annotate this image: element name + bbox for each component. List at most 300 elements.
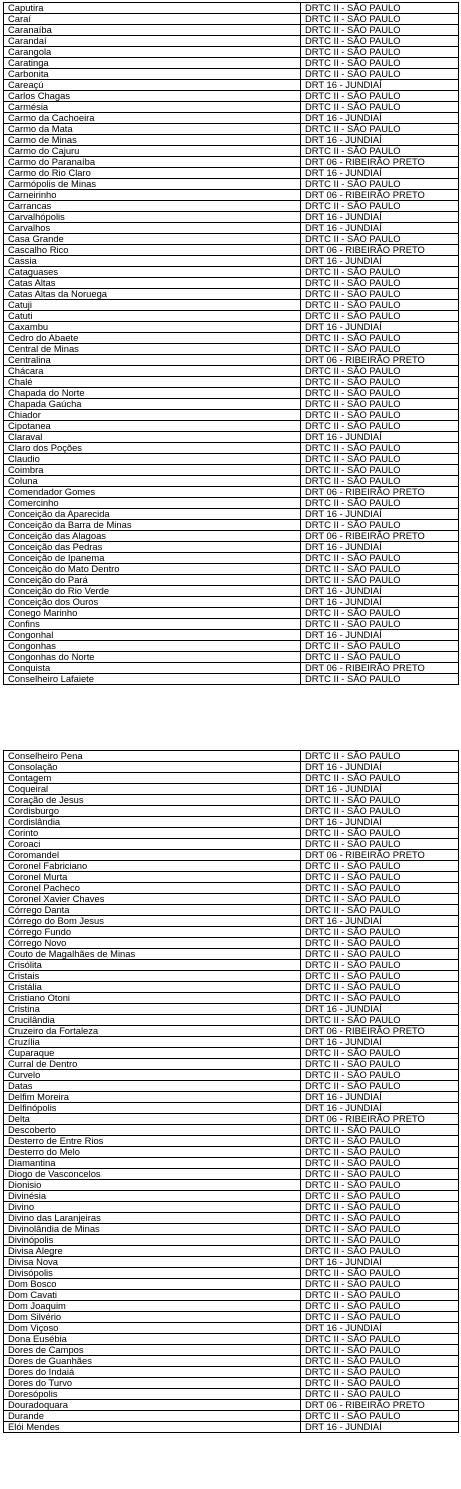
regional-office-cell: DRTC II - SÃO PAULO bbox=[301, 1312, 459, 1323]
regional-office-cell: DRT 16 - JUNDIAÍ bbox=[301, 586, 459, 597]
municipality-cell: Doresópolis bbox=[4, 1389, 301, 1400]
municipality-cell: Conceição das Pedras bbox=[4, 542, 301, 553]
table-row bbox=[4, 212, 459, 223]
municipality-cell: Coronel Fabriciano bbox=[4, 861, 301, 872]
table-row bbox=[4, 861, 459, 872]
table-row bbox=[4, 916, 459, 927]
regional-office-cell: DRTC II - SÃO PAULO bbox=[301, 388, 459, 399]
table-row bbox=[4, 663, 459, 674]
municipality-cell: Contagem bbox=[4, 773, 301, 784]
municipality-table-2 bbox=[3, 750, 459, 1433]
regional-office-cell: DRTC II - SÃO PAULO bbox=[301, 344, 459, 355]
regional-office-cell: DRTC II - SÃO PAULO bbox=[301, 1378, 459, 1389]
table-row bbox=[4, 1015, 459, 1026]
table-row bbox=[4, 322, 459, 333]
municipality-table-1 bbox=[3, 2, 459, 685]
regional-office-cell: DRTC II - SÃO PAULO bbox=[301, 1224, 459, 1235]
regional-office-cell: DRT 16 - JUNDIAÍ bbox=[301, 113, 459, 124]
table-row bbox=[4, 1070, 459, 1081]
municipality-cell: Carangola bbox=[4, 47, 301, 58]
municipality-cell: Conceição da Aparecida bbox=[4, 509, 301, 520]
table-row bbox=[4, 894, 459, 905]
municipality-cell: Cipotanea bbox=[4, 421, 301, 432]
table-row bbox=[4, 597, 459, 608]
municipality-cell: Douradoquara bbox=[4, 1400, 301, 1411]
table-row bbox=[4, 25, 459, 36]
regional-office-cell: DRTC II - SÃO PAULO bbox=[301, 69, 459, 80]
municipality-cell: Conceição da Barra de Minas bbox=[4, 520, 301, 531]
municipality-cell: Carrancas bbox=[4, 201, 301, 212]
municipality-cell: Carvalhos bbox=[4, 223, 301, 234]
regional-office-cell: DRTC II - SÃO PAULO bbox=[301, 234, 459, 245]
regional-office-cell: DRT 16 - JUNDIAÍ bbox=[301, 212, 459, 223]
table-row bbox=[4, 762, 459, 773]
regional-office-cell: DRTC II - SÃO PAULO bbox=[301, 201, 459, 212]
municipality-cell: Conselheiro Lafaiete bbox=[4, 674, 301, 685]
regional-office-cell: DRTC II - SÃO PAULO bbox=[301, 564, 459, 575]
municipality-cell: Divinópolis bbox=[4, 1235, 301, 1246]
table-row bbox=[4, 773, 459, 784]
municipality-cell: Carneirinho bbox=[4, 190, 301, 201]
table-row bbox=[4, 91, 459, 102]
table-row bbox=[4, 1334, 459, 1345]
regional-office-cell: DRTC II - SÃO PAULO bbox=[301, 993, 459, 1004]
table-row bbox=[4, 157, 459, 168]
municipality-cell: Chapada do Norte bbox=[4, 388, 301, 399]
municipality-cell: Dona Eusébia bbox=[4, 1334, 301, 1345]
regional-office-cell: DRTC II - SÃO PAULO bbox=[301, 971, 459, 982]
table-row bbox=[4, 553, 459, 564]
regional-office-cell: DRT 06 - RIBEIRÃO PRETO bbox=[301, 190, 459, 201]
municipality-cell: Carmo de Minas bbox=[4, 135, 301, 146]
municipality-cell: Cristália bbox=[4, 982, 301, 993]
regional-office-cell: DRTC II - SÃO PAULO bbox=[301, 36, 459, 47]
municipality-cell: Coração de Jesus bbox=[4, 795, 301, 806]
regional-office-cell: DRTC II - SÃO PAULO bbox=[301, 91, 459, 102]
table-row bbox=[4, 1411, 459, 1422]
municipality-cell: Coroaci bbox=[4, 839, 301, 850]
regional-office-cell: DRT 06 - RIBEIRÃO PRETO bbox=[301, 157, 459, 168]
regional-office-cell: DRTC II - SÃO PAULO bbox=[301, 828, 459, 839]
municipality-cell: Córrego Novo bbox=[4, 938, 301, 949]
table-row bbox=[4, 113, 459, 124]
municipality-cell: Conego Marinho bbox=[4, 608, 301, 619]
regional-office-cell: DRT 06 - RIBEIRÃO PRETO bbox=[301, 1114, 459, 1125]
table-row bbox=[4, 674, 459, 685]
regional-office-cell: DRT 06 - RIBEIRÃO PRETO bbox=[301, 487, 459, 498]
regional-office-cell: DRTC II - SÃO PAULO bbox=[301, 179, 459, 190]
municipality-cell: Divisa Nova bbox=[4, 1257, 301, 1268]
table-row bbox=[4, 333, 459, 344]
municipality-cell: Caranaíba bbox=[4, 25, 301, 36]
regional-office-cell: DRTC II - SÃO PAULO bbox=[301, 773, 459, 784]
regional-office-cell: DRTC II - SÃO PAULO bbox=[301, 1389, 459, 1400]
regional-office-cell: DRT 06 - RIBEIRÃO PRETO bbox=[301, 850, 459, 861]
municipality-cell: Delta bbox=[4, 1114, 301, 1125]
table-row bbox=[4, 168, 459, 179]
regional-office-cell: DRTC II - SÃO PAULO bbox=[301, 1301, 459, 1312]
regional-office-cell: DRTC II - SÃO PAULO bbox=[301, 410, 459, 421]
table-row bbox=[4, 982, 459, 993]
municipality-cell: Desterro do Melo bbox=[4, 1147, 301, 1158]
municipality-cell: Cristais bbox=[4, 971, 301, 982]
table-row bbox=[4, 388, 459, 399]
municipality-cell: Comendador Gomes bbox=[4, 487, 301, 498]
regional-office-cell: DRTC II - SÃO PAULO bbox=[301, 806, 459, 817]
table-row bbox=[4, 432, 459, 443]
regional-office-cell: DRTC II - SÃO PAULO bbox=[301, 894, 459, 905]
regional-office-cell: DRTC II - SÃO PAULO bbox=[301, 267, 459, 278]
table-row bbox=[4, 245, 459, 256]
regional-office-cell: DRTC II - SÃO PAULO bbox=[301, 1411, 459, 1422]
regional-office-cell: DRT 16 - JUNDIAÍ bbox=[301, 509, 459, 520]
municipality-cell: Conceição do Mato Dentro bbox=[4, 564, 301, 575]
table-row bbox=[4, 1114, 459, 1125]
table-row bbox=[4, 3, 459, 14]
table-row bbox=[4, 58, 459, 69]
municipality-cell: Dom Viçoso bbox=[4, 1323, 301, 1334]
regional-office-cell: DRTC II - SÃO PAULO bbox=[301, 1081, 459, 1092]
regional-office-cell: DRT 16 - JUNDIAÍ bbox=[301, 784, 459, 795]
municipality-cell: Carmo da Mata bbox=[4, 124, 301, 135]
table-row bbox=[4, 223, 459, 234]
regional-office-cell: DRT 16 - JUNDIAÍ bbox=[301, 597, 459, 608]
regional-office-cell: DRTC II - SÃO PAULO bbox=[301, 25, 459, 36]
municipality-cell: Dom Cavati bbox=[4, 1290, 301, 1301]
regional-office-cell: DRTC II - SÃO PAULO bbox=[301, 1180, 459, 1191]
municipality-cell: Caratinga bbox=[4, 58, 301, 69]
table-row bbox=[4, 575, 459, 586]
regional-office-cell: DRTC II - SÃO PAULO bbox=[301, 1334, 459, 1345]
regional-office-cell: DRT 16 - JUNDIAÍ bbox=[301, 1004, 459, 1015]
municipality-cell: Cristiano Otoni bbox=[4, 993, 301, 1004]
regional-office-cell: DRTC II - SÃO PAULO bbox=[301, 861, 459, 872]
regional-office-cell: DRT 16 - JUNDIAÍ bbox=[301, 223, 459, 234]
table-row bbox=[4, 201, 459, 212]
regional-office-cell: DRTC II - SÃO PAULO bbox=[301, 1367, 459, 1378]
municipality-cell: Conceição de Ipanema bbox=[4, 553, 301, 564]
table-row bbox=[4, 289, 459, 300]
regional-office-cell: DRTC II - SÃO PAULO bbox=[301, 1345, 459, 1356]
table-row bbox=[4, 828, 459, 839]
table-row bbox=[4, 795, 459, 806]
table-row bbox=[4, 960, 459, 971]
municipality-cell: Caxambu bbox=[4, 322, 301, 333]
municipality-cell: Catas Altas bbox=[4, 278, 301, 289]
municipality-cell: Dom Joaquim bbox=[4, 1301, 301, 1312]
table-row bbox=[4, 1246, 459, 1257]
regional-office-cell: DRTC II - SÃO PAULO bbox=[301, 399, 459, 410]
municipality-cell: Coronel Murta bbox=[4, 872, 301, 883]
table-row bbox=[4, 520, 459, 531]
regional-office-cell: DRTC II - SÃO PAULO bbox=[301, 454, 459, 465]
regional-office-cell: DRTC II - SÃO PAULO bbox=[301, 1246, 459, 1257]
regional-office-cell: DRT 16 - JUNDIAÍ bbox=[301, 1092, 459, 1103]
municipality-cell: Carmo do Rio Claro bbox=[4, 168, 301, 179]
municipality-cell: Crisólita bbox=[4, 960, 301, 971]
table-row bbox=[4, 1389, 459, 1400]
table-row bbox=[4, 498, 459, 509]
table-row bbox=[4, 1279, 459, 1290]
table-row bbox=[4, 69, 459, 80]
municipality-cell: Dores do Turvo bbox=[4, 1378, 301, 1389]
table-row bbox=[4, 1059, 459, 1070]
regional-office-cell: DRTC II - SÃO PAULO bbox=[301, 1169, 459, 1180]
municipality-cell: Diogo de Vasconcelos bbox=[4, 1169, 301, 1180]
table-row bbox=[4, 641, 459, 652]
table-row bbox=[4, 234, 459, 245]
table-row bbox=[4, 850, 459, 861]
regional-office-cell: DRTC II - SÃO PAULO bbox=[301, 498, 459, 509]
table-row bbox=[4, 1345, 459, 1356]
municipality-cell: Divinolândia de Minas bbox=[4, 1224, 301, 1235]
municipality-cell: Divisa Alegre bbox=[4, 1246, 301, 1257]
regional-office-cell: DRTC II - SÃO PAULO bbox=[301, 102, 459, 113]
regional-office-cell: DRTC II - SÃO PAULO bbox=[301, 872, 459, 883]
table-row bbox=[4, 267, 459, 278]
table-row bbox=[4, 80, 459, 91]
regional-office-cell: DRTC II - SÃO PAULO bbox=[301, 674, 459, 685]
table-row bbox=[4, 1301, 459, 1312]
regional-office-cell: DRTC II - SÃO PAULO bbox=[301, 1136, 459, 1147]
table-row bbox=[4, 1378, 459, 1389]
municipality-cell: Cordislândia bbox=[4, 817, 301, 828]
table-row bbox=[4, 344, 459, 355]
regional-office-cell: DRTC II - SÃO PAULO bbox=[301, 333, 459, 344]
regional-office-cell: DRT 06 - RIBEIRÃO PRETO bbox=[301, 1026, 459, 1037]
table-row bbox=[4, 1092, 459, 1103]
regional-office-cell: DRTC II - SÃO PAULO bbox=[301, 278, 459, 289]
municipality-cell: Cassia bbox=[4, 256, 301, 267]
table-row bbox=[4, 256, 459, 267]
municipality-cell: Dores do Indaiá bbox=[4, 1367, 301, 1378]
municipality-cell: Conceição do Rio Verde bbox=[4, 586, 301, 597]
regional-office-cell: DRTC II - SÃO PAULO bbox=[301, 1279, 459, 1290]
table-row bbox=[4, 1323, 459, 1334]
municipality-cell: Carmo do Cajuru bbox=[4, 146, 301, 157]
municipality-cell: Coromandel bbox=[4, 850, 301, 861]
regional-office-cell: DRTC II - SÃO PAULO bbox=[301, 14, 459, 25]
municipality-cell: Divisópolis bbox=[4, 1268, 301, 1279]
municipality-cell: Córrego Danta bbox=[4, 905, 301, 916]
table-row bbox=[4, 1202, 459, 1213]
municipality-cell: Datas bbox=[4, 1081, 301, 1092]
regional-office-cell: DRTC II - SÃO PAULO bbox=[301, 1268, 459, 1279]
regional-office-cell: DRT 16 - JUNDIAÍ bbox=[301, 916, 459, 927]
regional-office-cell: DRTC II - SÃO PAULO bbox=[301, 619, 459, 630]
table-row bbox=[4, 443, 459, 454]
municipality-cell: Divinésia bbox=[4, 1191, 301, 1202]
municipality-cell: Carvalhópolis bbox=[4, 212, 301, 223]
municipality-cell: Catuti bbox=[4, 311, 301, 322]
regional-office-cell: DRTC II - SÃO PAULO bbox=[301, 1235, 459, 1246]
municipality-cell: Catuji bbox=[4, 300, 301, 311]
municipality-cell: Conquista bbox=[4, 663, 301, 674]
regional-office-cell: DRT 16 - JUNDIAÍ bbox=[301, 1103, 459, 1114]
table-row bbox=[4, 1356, 459, 1367]
table-row bbox=[4, 421, 459, 432]
table-row bbox=[4, 190, 459, 201]
table-row bbox=[4, 1268, 459, 1279]
municipality-cell: Divino bbox=[4, 1202, 301, 1213]
regional-office-cell: DRTC II - SÃO PAULO bbox=[301, 58, 459, 69]
regional-office-cell: DRT 16 - JUNDIAÍ bbox=[301, 1422, 459, 1433]
municipality-cell: Caraí bbox=[4, 14, 301, 25]
table-row bbox=[4, 102, 459, 113]
regional-office-cell: DRTC II - SÃO PAULO bbox=[301, 124, 459, 135]
municipality-cell: Divino das Laranjeiras bbox=[4, 1213, 301, 1224]
table-row bbox=[4, 124, 459, 135]
regional-office-cell: DRT 16 - JUNDIAÍ bbox=[301, 762, 459, 773]
table-row bbox=[4, 1422, 459, 1433]
table-row bbox=[4, 652, 459, 663]
regional-office-cell: DRTC II - SÃO PAULO bbox=[301, 608, 459, 619]
regional-office-cell: DRT 16 - JUNDIAÍ bbox=[301, 322, 459, 333]
table-row bbox=[4, 1147, 459, 1158]
table-row bbox=[4, 355, 459, 366]
regional-office-cell: DRT 16 - JUNDIAÍ bbox=[301, 135, 459, 146]
table-row bbox=[4, 1400, 459, 1411]
regional-office-cell: DRT 16 - JUNDIAÍ bbox=[301, 817, 459, 828]
regional-office-cell: DRT 16 - JUNDIAÍ bbox=[301, 432, 459, 443]
municipality-cell: Carandaí bbox=[4, 36, 301, 47]
municipality-cell: Cuparaque bbox=[4, 1048, 301, 1059]
regional-office-cell: DRTC II - SÃO PAULO bbox=[301, 575, 459, 586]
regional-office-cell: DRTC II - SÃO PAULO bbox=[301, 1048, 459, 1059]
table-row bbox=[4, 1048, 459, 1059]
municipality-cell: Conselheiro Pena bbox=[4, 751, 301, 762]
table-row bbox=[4, 278, 459, 289]
municipality-cell: Cascalho Rico bbox=[4, 245, 301, 256]
regional-office-cell: DRT 16 - JUNDIAÍ bbox=[301, 168, 459, 179]
table-row bbox=[4, 1312, 459, 1323]
table-row bbox=[4, 47, 459, 58]
municipality-cell: Curvelo bbox=[4, 1070, 301, 1081]
regional-office-cell: DRTC II - SÃO PAULO bbox=[301, 421, 459, 432]
table-row bbox=[4, 1235, 459, 1246]
table-row bbox=[4, 806, 459, 817]
table-row bbox=[4, 399, 459, 410]
table-row bbox=[4, 135, 459, 146]
table-row bbox=[4, 1224, 459, 1235]
regional-office-cell: DRT 06 - RIBEIRÃO PRETO bbox=[301, 531, 459, 542]
table-row bbox=[4, 1290, 459, 1301]
municipality-cell: Dom Silvério bbox=[4, 1312, 301, 1323]
municipality-cell: Confins bbox=[4, 619, 301, 630]
municipality-cell: Chalé bbox=[4, 377, 301, 388]
municipality-cell: Córrego do Bom Jesus bbox=[4, 916, 301, 927]
table-row bbox=[4, 410, 459, 421]
regional-office-cell: DRTC II - SÃO PAULO bbox=[301, 905, 459, 916]
municipality-cell: Congonhas do Norte bbox=[4, 652, 301, 663]
municipality-cell: Cruzília bbox=[4, 1037, 301, 1048]
regional-office-cell: DRT 16 - JUNDIAÍ bbox=[301, 1037, 459, 1048]
regional-office-cell: DRTC II - SÃO PAULO bbox=[301, 1191, 459, 1202]
regional-office-cell: DRTC II - SÃO PAULO bbox=[301, 1290, 459, 1301]
municipality-cell: Dores de Campos bbox=[4, 1345, 301, 1356]
municipality-cell: Delfinópolis bbox=[4, 1103, 301, 1114]
table-row bbox=[4, 630, 459, 641]
table-row bbox=[4, 971, 459, 982]
table-row bbox=[4, 311, 459, 322]
table-row bbox=[4, 14, 459, 25]
municipality-cell: Descoberto bbox=[4, 1125, 301, 1136]
table-row bbox=[4, 751, 459, 762]
municipality-cell: Conceição das Alagoas bbox=[4, 531, 301, 542]
municipality-cell: Dom Bosco bbox=[4, 1279, 301, 1290]
municipality-cell: Durande bbox=[4, 1411, 301, 1422]
table-row bbox=[4, 927, 459, 938]
municipality-cell: Conceição dos Ouros bbox=[4, 597, 301, 608]
table-row bbox=[4, 36, 459, 47]
regional-office-cell: DRTC II - SÃO PAULO bbox=[301, 553, 459, 564]
regional-office-cell: DRTC II - SÃO PAULO bbox=[301, 289, 459, 300]
municipality-cell: Claudio bbox=[4, 454, 301, 465]
regional-office-cell: DRT 06 - RIBEIRÃO PRETO bbox=[301, 663, 459, 674]
table-row bbox=[4, 872, 459, 883]
regional-office-cell: DRTC II - SÃO PAULO bbox=[301, 1070, 459, 1081]
regional-office-cell: DRTC II - SÃO PAULO bbox=[301, 883, 459, 894]
regional-office-cell: DRTC II - SÃO PAULO bbox=[301, 443, 459, 454]
municipality-cell: Chiador bbox=[4, 410, 301, 421]
table-row bbox=[4, 146, 459, 157]
regional-office-cell: DRT 16 - JUNDIAÍ bbox=[301, 1323, 459, 1334]
table-row bbox=[4, 1004, 459, 1015]
table-row bbox=[4, 784, 459, 795]
municipality-cell: Centralina bbox=[4, 355, 301, 366]
regional-office-cell: DRT 06 - RIBEIRÃO PRETO bbox=[301, 245, 459, 256]
table-row bbox=[4, 883, 459, 894]
table-row bbox=[4, 608, 459, 619]
municipality-cell: Claro dos Poções bbox=[4, 443, 301, 454]
table-row bbox=[4, 1213, 459, 1224]
table-row bbox=[4, 531, 459, 542]
table-row bbox=[4, 487, 459, 498]
table-row bbox=[4, 619, 459, 630]
municipality-cell: Catas Altas da Noruega bbox=[4, 289, 301, 300]
table-row bbox=[4, 938, 459, 949]
municipality-cell: Carlos Chagas bbox=[4, 91, 301, 102]
table-row bbox=[4, 1136, 459, 1147]
municipality-cell: Cruzeiro da Fortaleza bbox=[4, 1026, 301, 1037]
regional-office-cell: DRTC II - SÃO PAULO bbox=[301, 1125, 459, 1136]
municipality-cell: Crucilândia bbox=[4, 1015, 301, 1026]
municipality-cell: Couto de Magalhães de Minas bbox=[4, 949, 301, 960]
regional-office-cell: DRTC II - SÃO PAULO bbox=[301, 366, 459, 377]
table-row bbox=[4, 542, 459, 553]
regional-office-cell: DRT 06 - RIBEIRÃO PRETO bbox=[301, 355, 459, 366]
municipality-cell: Córrego Fundo bbox=[4, 927, 301, 938]
regional-office-cell: DRTC II - SÃO PAULO bbox=[301, 1147, 459, 1158]
regional-office-cell: DRTC II - SÃO PAULO bbox=[301, 520, 459, 531]
regional-office-cell: DRT 16 - JUNDIAÍ bbox=[301, 1257, 459, 1268]
municipality-cell: Carmésia bbox=[4, 102, 301, 113]
regional-office-cell: DRTC II - SÃO PAULO bbox=[301, 795, 459, 806]
regional-office-cell: DRT 06 - RIBEIRÃO PRETO bbox=[301, 1400, 459, 1411]
regional-office-cell: DRTC II - SÃO PAULO bbox=[301, 476, 459, 487]
table-body bbox=[4, 751, 459, 1433]
municipality-cell: Diamantina bbox=[4, 1158, 301, 1169]
regional-office-cell: DRTC II - SÃO PAULO bbox=[301, 146, 459, 157]
table-row bbox=[4, 300, 459, 311]
table-row bbox=[4, 366, 459, 377]
regional-office-cell: DRTC II - SÃO PAULO bbox=[301, 982, 459, 993]
table-row bbox=[4, 817, 459, 828]
table-row bbox=[4, 1257, 459, 1268]
municipality-cell: Chácara bbox=[4, 366, 301, 377]
municipality-cell: Coimbra bbox=[4, 465, 301, 476]
regional-office-cell: DRTC II - SÃO PAULO bbox=[301, 938, 459, 949]
